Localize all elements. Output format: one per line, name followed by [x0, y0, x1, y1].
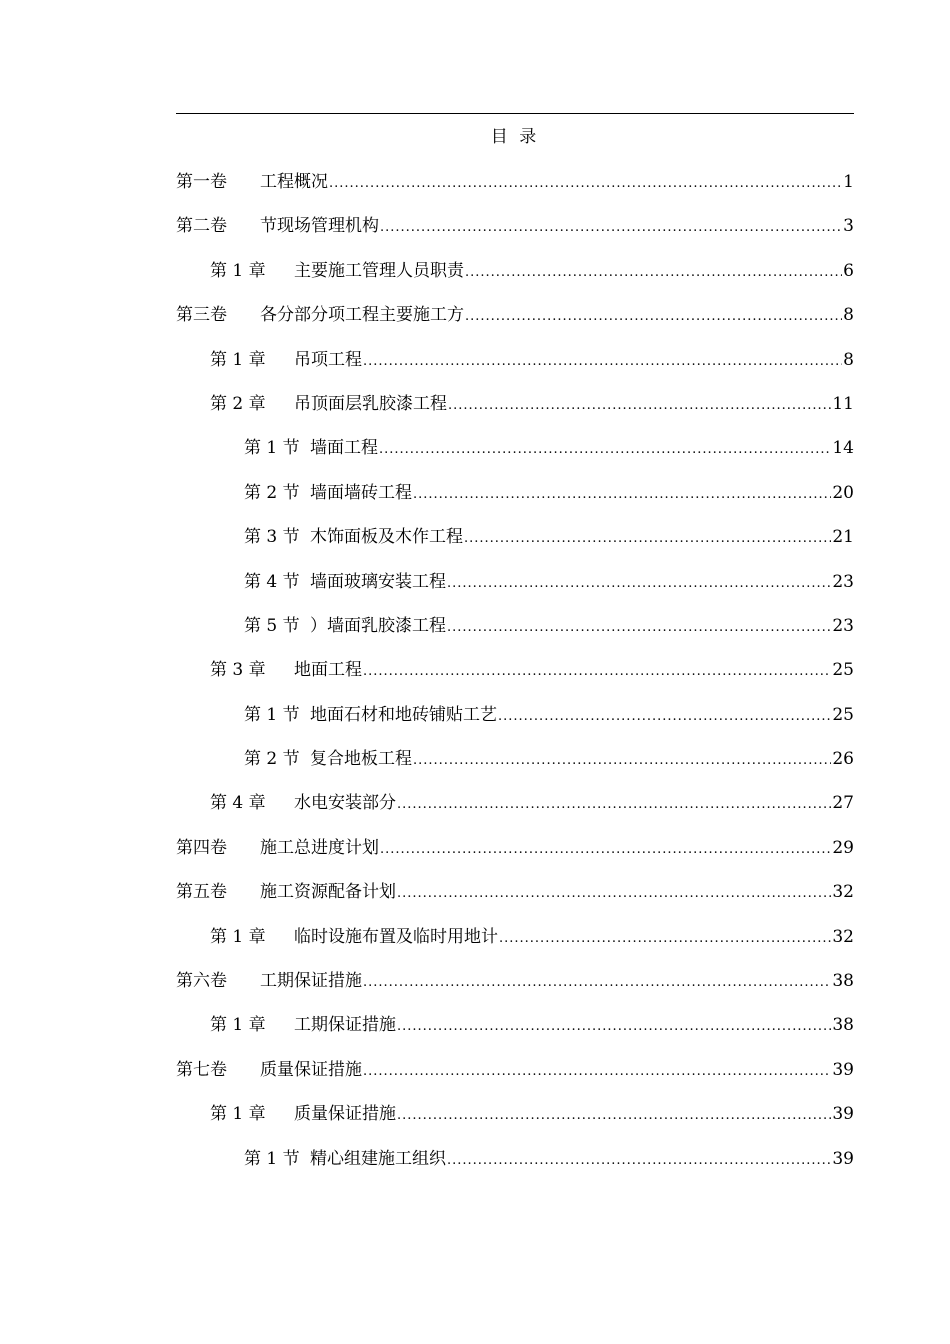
- toc-entry[interactable]: [176, 479, 854, 523]
- toc-entry-number: 第 1 章: [210, 926, 266, 947]
- toc-entry-title: 工期保证措施: [294, 1015, 396, 1036]
- toc-entry-page: 27: [832, 793, 854, 814]
- toc-entry-page: 23: [832, 571, 854, 592]
- dot-leader: [465, 303, 842, 331]
- toc-entry-title: 施工总进度计划: [260, 837, 379, 858]
- toc-entry-page: 26: [832, 749, 854, 770]
- toc-entry-number: 第五卷: [176, 882, 227, 903]
- toc-entry-page: 29: [832, 837, 854, 858]
- dot-leader: [397, 1102, 831, 1130]
- dot-leader: [448, 392, 831, 420]
- toc-entry-number: 第 2 节: [244, 749, 300, 770]
- toc-entry-number: 第七卷: [176, 1059, 227, 1080]
- toc-entry-page: 38: [832, 1015, 854, 1036]
- toc-entry-page: 21: [832, 527, 854, 548]
- toc-entry-title: 临时设施布置及临时用地计: [294, 926, 498, 947]
- toc-entry-title: 墙面工程: [310, 438, 378, 459]
- dot-leader: [379, 436, 831, 464]
- dot-leader: [465, 259, 842, 287]
- toc-entry-page: 11: [832, 393, 854, 414]
- toc-entry-title: 工期保证措施: [260, 971, 362, 992]
- toc-entry[interactable]: [176, 878, 854, 922]
- toc-entry[interactable]: [176, 745, 854, 789]
- dot-leader: [363, 1058, 831, 1086]
- toc-entry[interactable]: [176, 301, 854, 345]
- dot-leader: [447, 1147, 831, 1175]
- toc-entry[interactable]: [176, 834, 854, 878]
- toc-entry-number: 第六卷: [176, 971, 227, 992]
- toc-entry-page: 14: [832, 438, 854, 459]
- toc-entry-page: 25: [832, 660, 854, 681]
- toc-entry-title: 墙面玻璃安装工程: [310, 571, 446, 592]
- toc-entry-title: 施工资源配备计划: [260, 882, 396, 903]
- toc-entry[interactable]: [176, 967, 854, 1011]
- dot-leader: [363, 969, 831, 997]
- toc-entry-page: 8: [843, 305, 854, 326]
- toc-entry-number: 第 1 节: [244, 1148, 300, 1169]
- toc-entry[interactable]: [176, 568, 854, 612]
- toc-entry-title: 各分部分项工程主要施工方: [260, 305, 464, 326]
- toc-entry-title: 质量保证措施: [294, 1104, 396, 1125]
- toc-title: 目 录: [490, 127, 540, 147]
- dot-leader: [397, 880, 831, 908]
- toc-entry-title: 复合地板工程: [310, 749, 412, 770]
- toc-entry[interactable]: [176, 523, 854, 567]
- toc-entry-title: 地面石材和地砖铺贴工艺: [310, 704, 497, 725]
- toc-entry[interactable]: [176, 1011, 854, 1055]
- toc-entry-number: 第 1 章: [210, 260, 266, 281]
- toc-entry-title: 吊项工程: [294, 349, 362, 370]
- toc-entry-number: 第四卷: [176, 837, 227, 858]
- toc-entry-number: 第 1 章: [210, 1015, 266, 1036]
- toc-entry[interactable]: [176, 612, 854, 656]
- toc-entry-number: 第一卷: [176, 172, 227, 192]
- toc-entry[interactable]: [176, 1145, 854, 1189]
- toc-entry-number: 第二卷: [176, 216, 227, 237]
- toc-entry-page: 23: [832, 615, 854, 636]
- dot-leader: [498, 703, 831, 731]
- toc-entry[interactable]: [176, 168, 854, 212]
- toc-entry-page: 38: [832, 971, 854, 992]
- toc-entry-number: 第 2 章: [210, 393, 266, 414]
- dot-leader: [380, 836, 831, 864]
- dot-leader: [329, 170, 842, 198]
- toc-entry[interactable]: [176, 789, 854, 833]
- toc-entry-number: 第三卷: [176, 305, 227, 326]
- toc-entry-number: 第 1 章: [210, 349, 266, 370]
- toc-entry-number: 第 3 章: [210, 660, 266, 681]
- dot-leader: [363, 658, 831, 686]
- dot-leader: [499, 925, 831, 953]
- toc-entry-title: 吊顶面层乳胶漆工程: [294, 393, 447, 414]
- toc-entry-number: 第 1 章: [210, 1104, 266, 1125]
- toc-entry-page: 39: [832, 1148, 854, 1169]
- toc-entry-number: 第 4 章: [210, 793, 266, 814]
- toc-entry[interactable]: [176, 212, 854, 256]
- table-of-contents: [176, 168, 854, 1189]
- toc-entry-title: 水电安装部分: [294, 793, 396, 814]
- toc-entry[interactable]: [176, 390, 854, 434]
- toc-entry[interactable]: [176, 923, 854, 967]
- dot-leader: [380, 214, 842, 242]
- toc-entry-title: 地面工程: [294, 660, 362, 681]
- toc-entry-page: 39: [832, 1104, 854, 1125]
- toc-entry-page: 1: [843, 172, 854, 192]
- toc-entry-page: 32: [832, 882, 854, 903]
- toc-entry-number: 第 4 节: [244, 571, 300, 592]
- toc-entry-number: 第 5 节: [244, 615, 300, 636]
- toc-entry[interactable]: [176, 656, 854, 700]
- toc-entry[interactable]: [176, 1100, 854, 1144]
- dot-leader: [447, 570, 831, 598]
- toc-entry-page: 39: [832, 1059, 854, 1080]
- toc-entry-page: 32: [832, 926, 854, 947]
- toc-entry[interactable]: [176, 434, 854, 478]
- toc-entry-page: 20: [832, 482, 854, 503]
- toc-entry-page: 6: [843, 260, 854, 281]
- toc-entry-title: 精心组建施工组织: [310, 1148, 446, 1169]
- toc-entry-number: 第 2 节: [244, 482, 300, 503]
- toc-entry-page: 3: [843, 216, 854, 237]
- toc-entry[interactable]: [176, 346, 854, 390]
- toc-entry-page: 8: [843, 349, 854, 370]
- dot-leader: [413, 481, 831, 509]
- toc-entry[interactable]: [176, 257, 854, 301]
- dot-leader: [397, 791, 831, 819]
- toc-entry-page: 25: [832, 704, 854, 725]
- toc-entry[interactable]: [176, 701, 854, 745]
- dot-leader: [363, 348, 842, 376]
- toc-entry-title: 节现场管理机构: [260, 216, 379, 237]
- header-rule: [176, 113, 854, 114]
- toc-entry-title: 木饰面板及木作工程: [310, 527, 463, 548]
- dot-leader: [464, 525, 831, 553]
- toc-entry-number: 第 1 节: [244, 438, 300, 459]
- toc-entry-number: 第 3 节: [244, 527, 300, 548]
- toc-entry-title: 质量保证措施: [260, 1059, 362, 1080]
- toc-entry-title: 主要施工管理人员职责: [294, 260, 464, 281]
- toc-entry-title: 墙面墙砖工程: [310, 482, 412, 503]
- toc-entry-title: ）墙面乳胶漆工程: [310, 615, 446, 636]
- toc-entry[interactable]: [176, 1056, 854, 1100]
- dot-leader: [413, 747, 831, 775]
- dot-leader: [447, 614, 831, 642]
- toc-entry-title: 工程概况: [260, 172, 328, 192]
- dot-leader: [397, 1013, 831, 1041]
- toc-entry-number: 第 1 节: [244, 704, 300, 725]
